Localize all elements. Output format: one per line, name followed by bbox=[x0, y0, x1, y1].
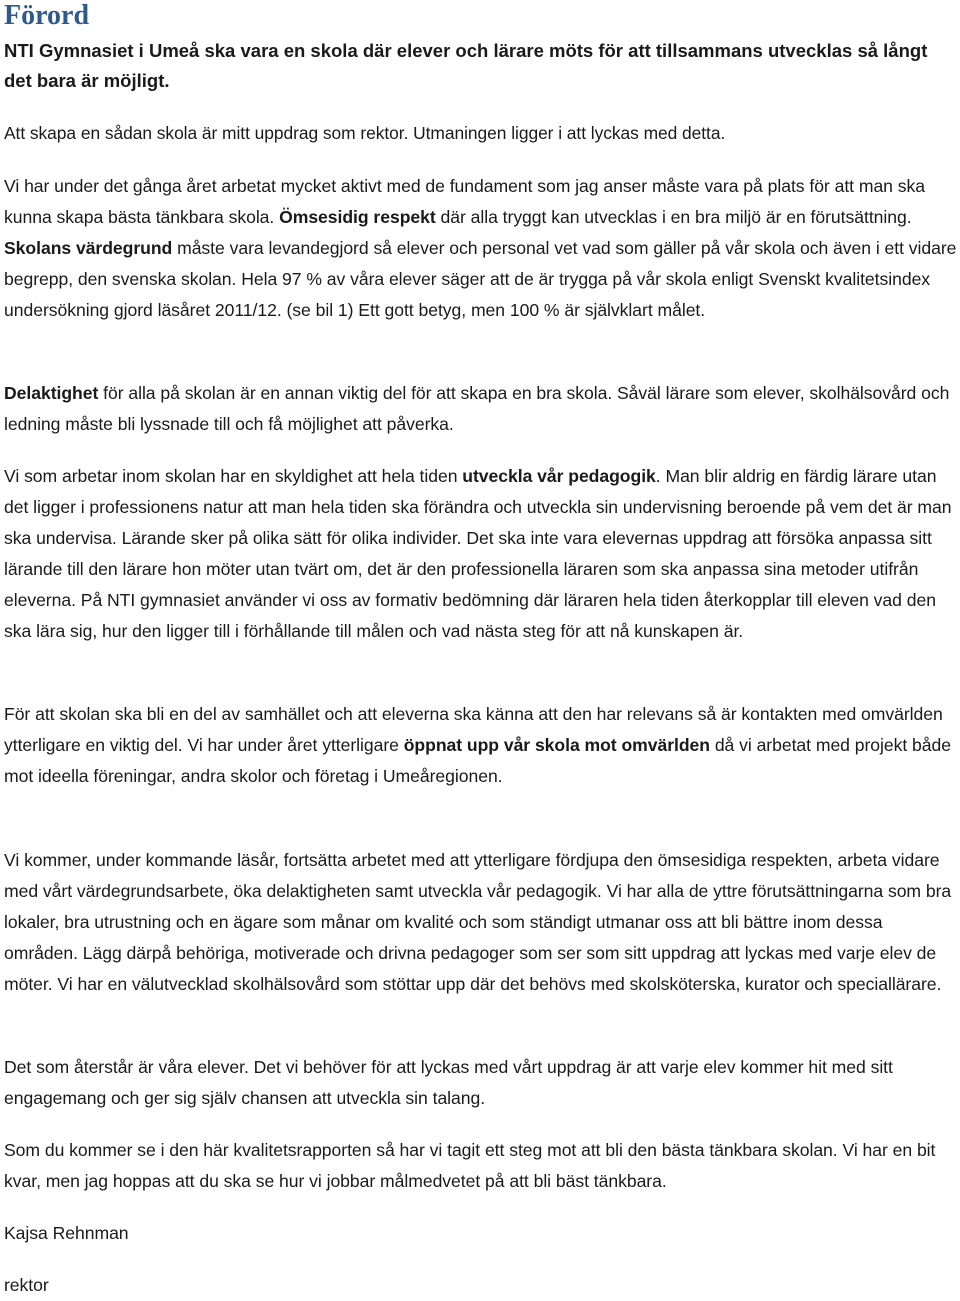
emphasis-participation: Delaktighet bbox=[4, 383, 99, 403]
text-span: måste vara levandegjord så elever och personal vet vad som gäller på vår skola och även i ett vidare begrepp, den svenska skolan. Hela 97 % av våra elever säger att de är trygga på vår skola enligt Svenskt kvalitetsindex undersökning gjord läsåret 2011/12. (se bil 1) Ett gott betyg, men 100 % är självklart målet. bbox=[4, 238, 957, 320]
text-span: Vi har under det gånga året arbetat mycket aktivt med de fundament som jag anser måste vara på plats för att man ska kunna skapa bästa tänkbara skola. bbox=[4, 176, 925, 227]
paragraph-quality-report: Som du kommer se i den här kvalitetsrapporten så har vi tagit ett steg mot att bli den bästa tänkbara skolan. Vi har en bit kvar, men jag hoppas att du ska se hur vi jobbar målmedvetet på att bli bäst tänkbara. bbox=[4, 1140, 936, 1191]
text-span: För att skolan ska bli en del av samhället och att eleverna ska känna att den har relevans så är kontakten med omvärlden ytterligare en viktig del. Vi har under året ytterligare bbox=[4, 704, 943, 755]
paragraph-participation bbox=[4, 378, 960, 440]
text-span: då vi arbetat med projekt både mot ideella föreningar, andra skolor och företag i Umeåregionen. bbox=[4, 735, 951, 786]
text-span: för alla på skolan är en annan viktig del för att skapa en bra skola. Såväl lärare som elever, skolhälsovård och ledning måste bli lyssnade till och få möjlighet att påverka. bbox=[4, 383, 950, 434]
page-title: Förord bbox=[4, 0, 90, 31]
intro-paragraph: NTI Gymnasiet i Umeå ska vara en skola där elever och lärare möts för att tillsammans utvecklas så långt det bara är möjligt. bbox=[4, 40, 928, 91]
paragraph-community bbox=[4, 699, 960, 792]
emphasis-core-values: Skolans värdegrund bbox=[4, 238, 173, 258]
emphasis-pedagogy: utveckla vår pedagogik bbox=[462, 466, 656, 486]
text-span: Vi som arbetar inom skolan har en skyldighet att hela tiden bbox=[4, 466, 463, 486]
signature-title: rektor bbox=[4, 1275, 49, 1295]
emphasis-open-school: öppnat upp vår skola mot omvärlden bbox=[403, 735, 710, 755]
text-span: . Man blir aldrig en färdig lärare utan det ligger i professionens natur att man hela tiden ska förändra och utveckla sin undervisning beroende på vem det är man ska undervisa. Lärande sker på olika sätt för olika individer. Det ska inte vara elevernas uppdrag att försöka anpassa sitt lärande till den lärare hon möter utan tvärt om, det är den professionella läraren som ska anpassa sina metoder utifrån eleverna. På NTI gymnasiet använder vi oss av formativ bedömning där läraren hela tiden återkopplar till eleven vad den ska lära sig, hur den ligger till i förhållande till målen och vad nästa steg för att nå kunskapen är. bbox=[4, 466, 952, 641]
paragraph-mission: Att skapa en sådan skola är mitt uppdrag som rektor. Utmaningen ligger i att lyckas med detta. bbox=[4, 123, 726, 143]
paragraph-pedagogy bbox=[4, 461, 960, 647]
signature-name: Kajsa Rehnman bbox=[4, 1223, 129, 1243]
paragraph-next-year: Vi kommer, under kommande läsår, fortsätta arbetet med att ytterligare fördjupa den ömsesidiga respekten, arbeta vidare med vårt värdegrundsarbete, öka delaktigheten samt utveckla vår pedagogik. Vi har alla de yttre förutsättningarna som bra lokaler, bra utrustning och en ägare som månar om kvalité och som ständigt utmanar oss att bli bättre inom dessa områden. Lägg därpå behöriga, motiverade och drivna pedagoger som ser som sitt uppdrag att lyckas med varje elev de möter. Vi har en välutvecklad skolhälsovård som stöttar upp där det behövs med skolsköterska, kurator och speciallärare. bbox=[4, 850, 952, 994]
text-span: där alla tryggt kan utvecklas i en bra miljö är en förutsättning. bbox=[435, 207, 912, 227]
paragraph-students: Det som återstår är våra elever. Det vi behöver för att lyckas med vårt uppdrag är att varje elev kommer hit med sitt engagemang och ger sig själv chansen att utveckla sin talang. bbox=[4, 1057, 893, 1108]
emphasis-mutual-respect: Ömsesidig respekt bbox=[279, 207, 436, 227]
paragraph-foundations bbox=[4, 171, 960, 326]
